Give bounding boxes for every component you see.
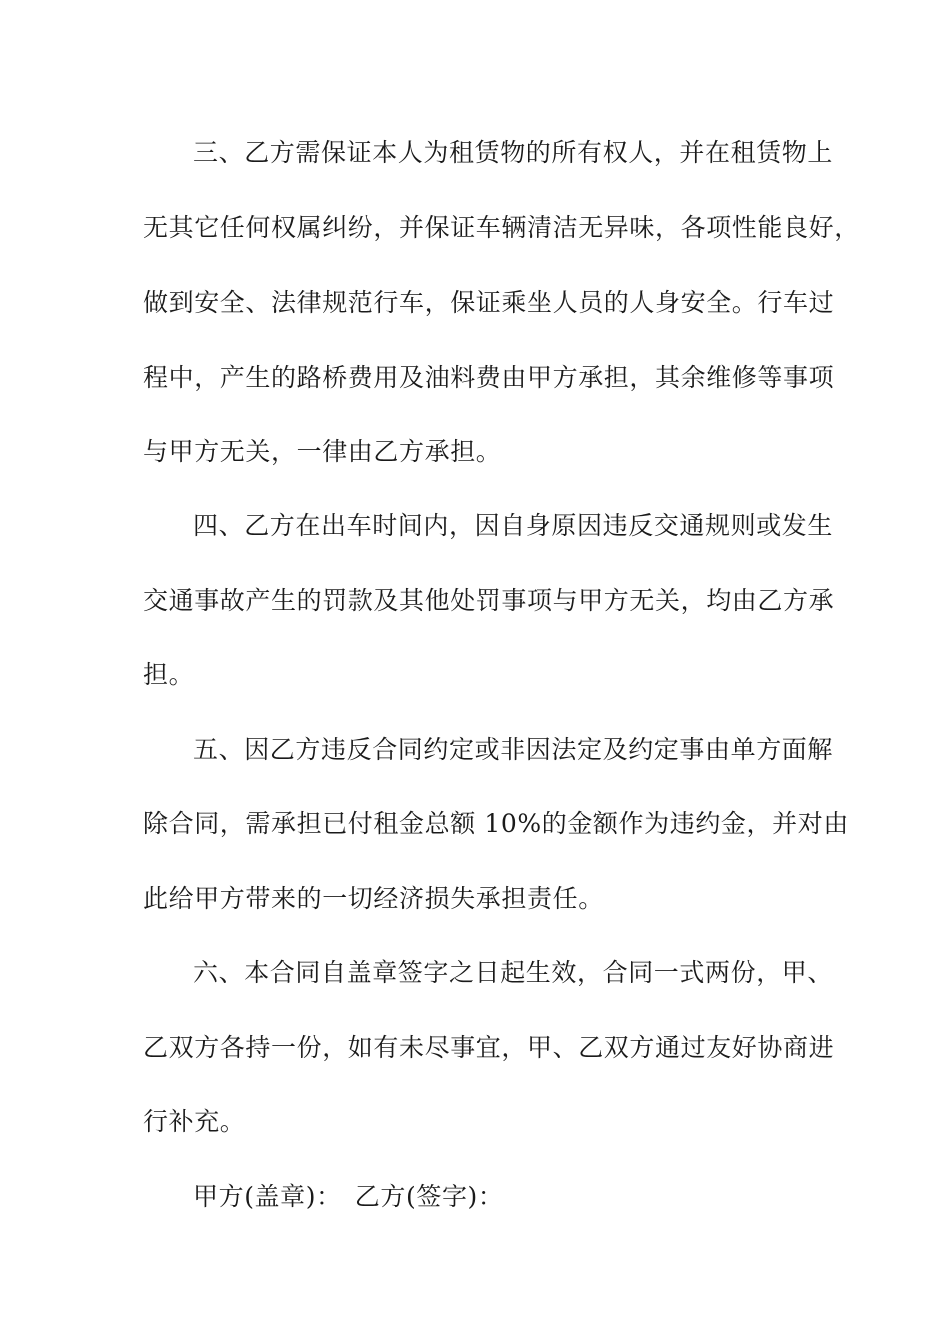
clause-6-line-2: 乙双方各持一份，如有未尽事宜，甲、乙双方通过友好协商进 [143,1033,835,1062]
clause-3-line-4: 程中，产生的路桥费用及油料费由甲方承担，其余维修等事项 [143,363,835,392]
clause-4-line-1: 四、乙方在出车时间内，因自身原因违反交通规则或发生 [193,511,834,540]
clause-5-line-1: 五、因乙方违反合同约定或非因法定及约定事由单方面解 [193,735,834,764]
clause-3-line-1: 三、乙方需保证本人为租赁物的所有权人，并在租赁物上 [193,138,834,167]
clause-5-line-2: 除合同，需承担已付租金总额 10%的金额作为违约金，并对由 [143,809,849,838]
clause-3-line-3: 做到安全、法律规范行车，保证乘坐人员的人身安全。行车过 [143,288,835,317]
clause-6-line-1: 六、本合同自盖章签字之日起生效，合同一式两份，甲、 [193,958,834,987]
clause-4-line-3: 担。 [143,660,195,689]
clause-3-line-2: 无其它任何权属纠纷，并保证车辆清洁无异味，各项性能良好， [143,213,860,242]
clause-5-line-3: 此给甲方带来的一切经济损失承担责任。 [143,884,604,913]
signature-line: 甲方(盖章)： 乙方(签字)： [193,1182,504,1211]
clause-4-line-2: 交通事故产生的罚款及其他处罚事项与甲方无关，均由乙方承 [143,586,835,615]
clause-3-line-5: 与甲方无关，一律由乙方承担。 [143,437,502,466]
clause-6-line-3: 行补充。 [143,1107,246,1136]
